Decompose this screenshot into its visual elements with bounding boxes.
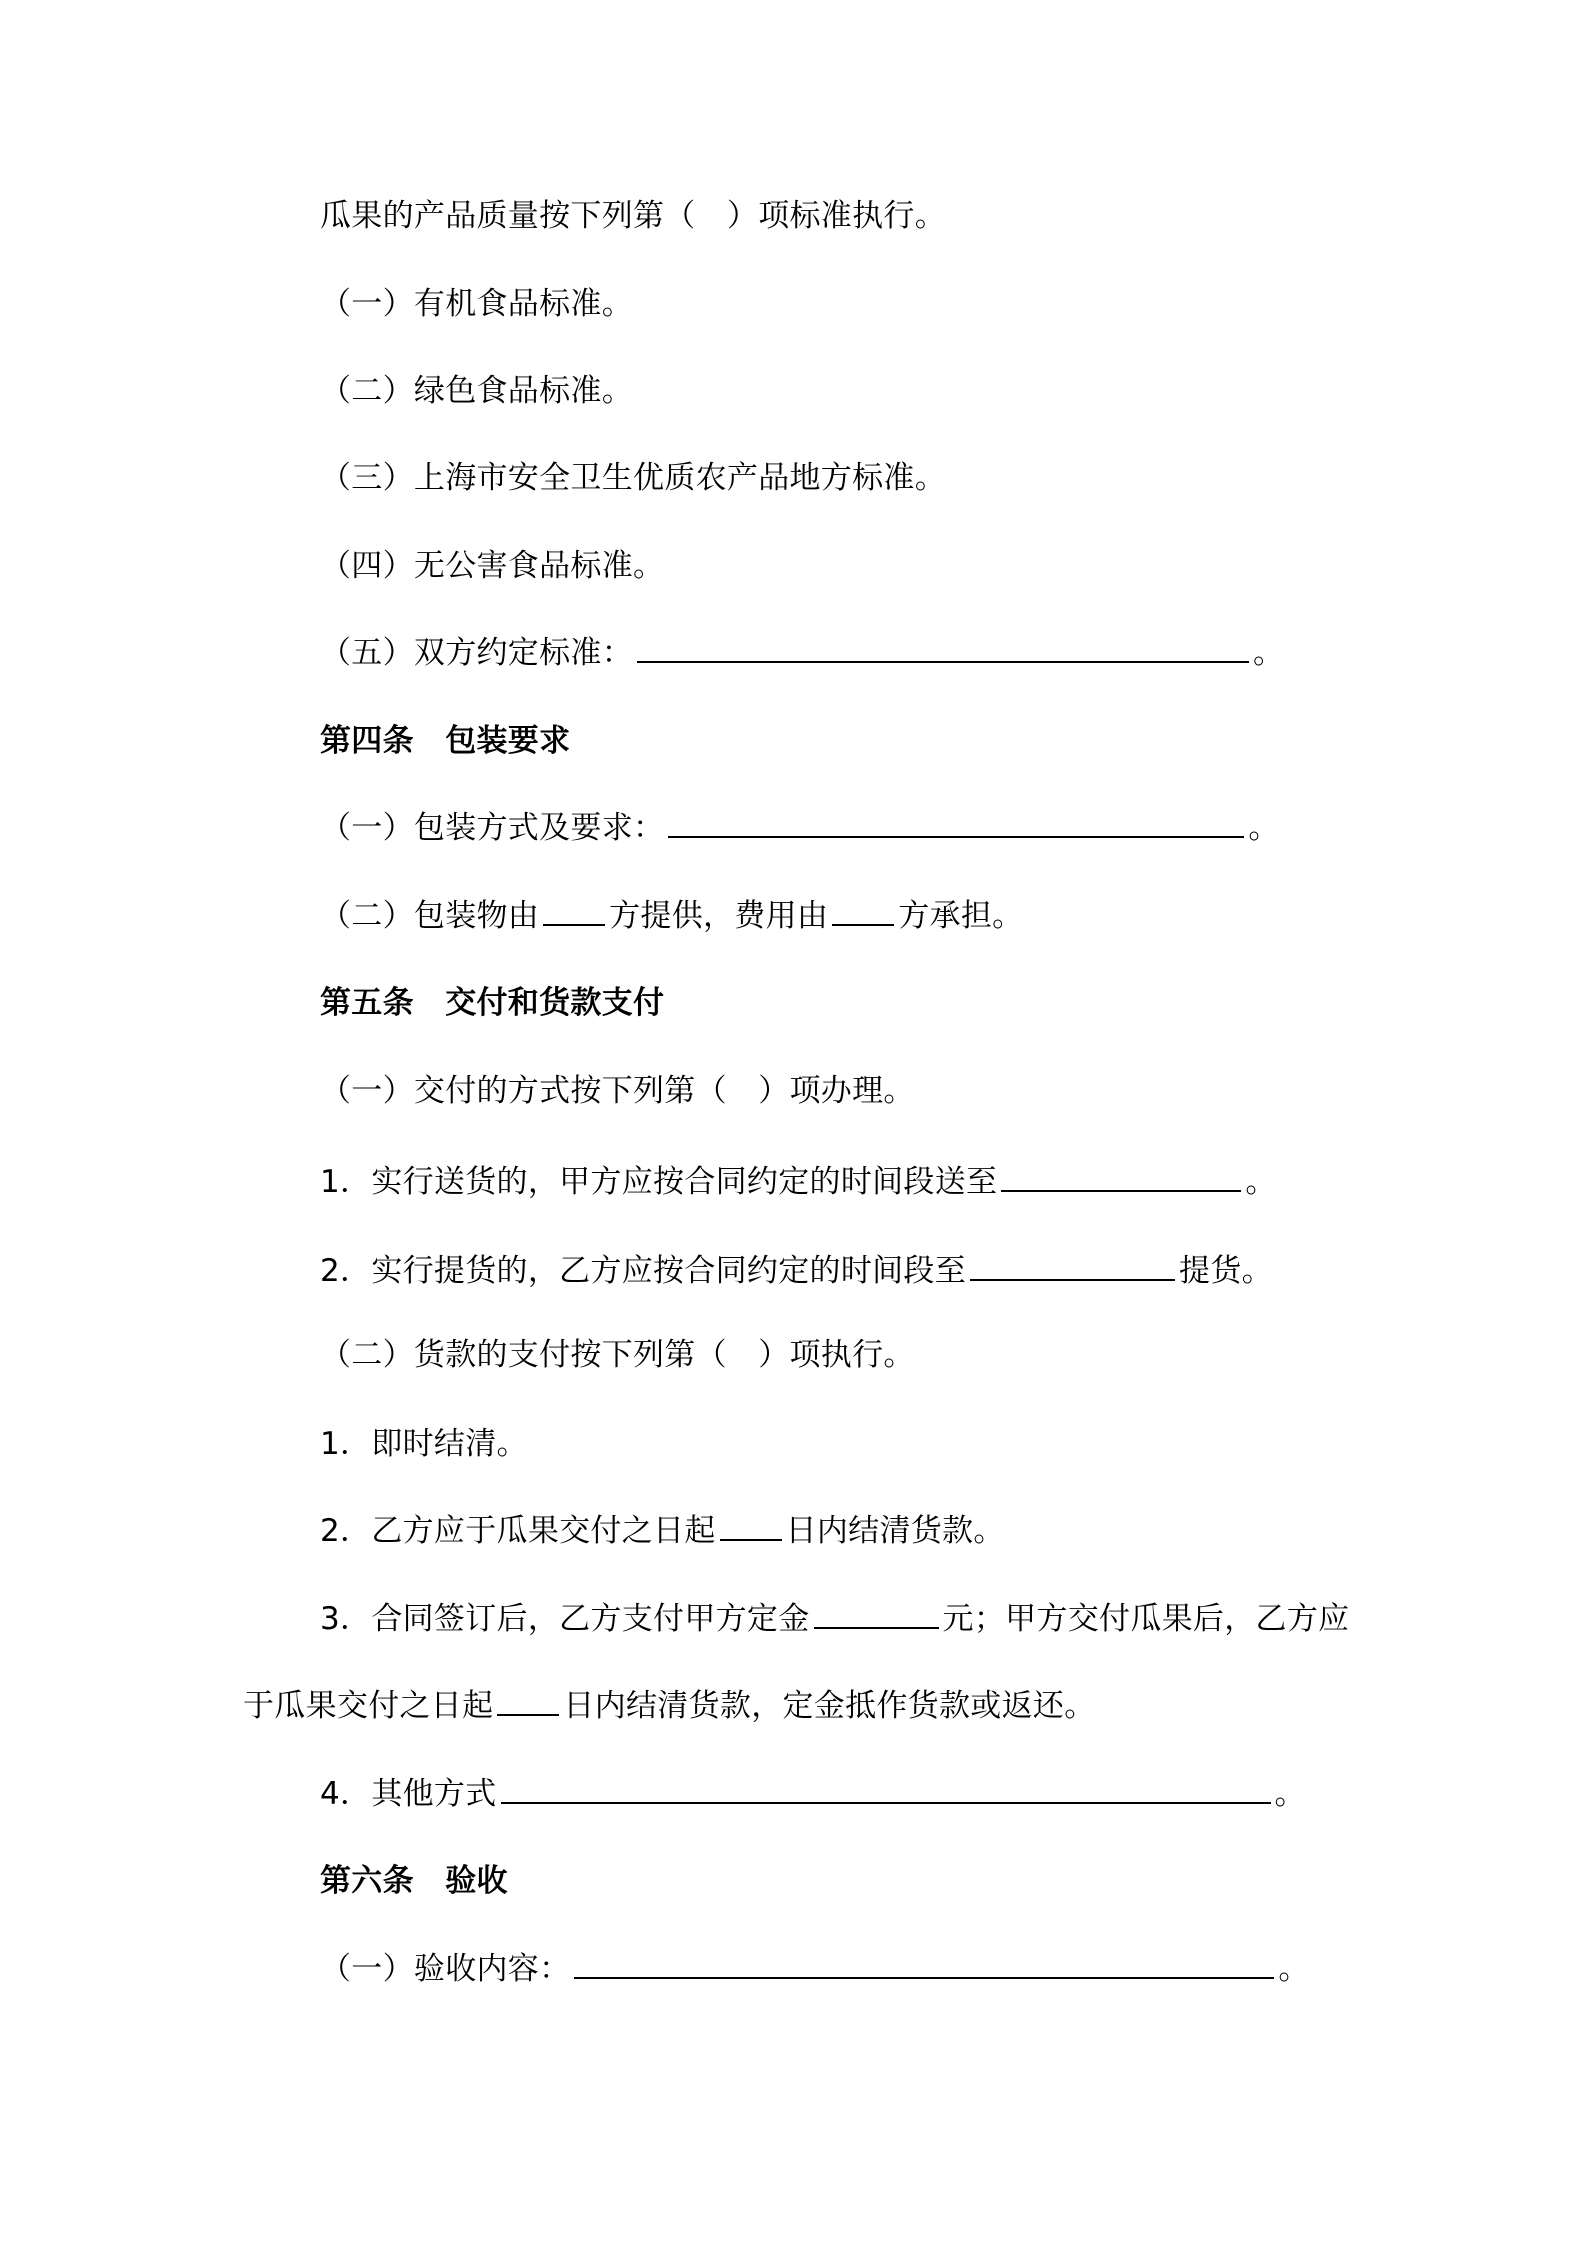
section-heading-delivery-payment: 第五条 交付和货款支付 xyxy=(320,985,665,1021)
fill-blank-packaging-method[interactable] xyxy=(668,810,1244,838)
fill-blank-packaging-cost[interactable] xyxy=(832,898,894,926)
quality-standard-intro: 瓜果的产品质量按下列第（ ）项标准执行。 xyxy=(320,198,946,234)
packaging-supplier: （二）包装物由 方提供，费用由 方承担。 xyxy=(320,898,1024,934)
fill-blank-agreed-standard[interactable] xyxy=(637,635,1249,663)
payment-method-intro: （二）货款的支付按下列第（ ）项执行。 xyxy=(320,1337,915,1373)
section-heading-packaging: 第四条 包装要求 xyxy=(320,723,571,759)
fill-blank-deposit-settlement-days[interactable] xyxy=(497,1688,559,1716)
standard-option-3: （三）上海市安全卫生优质农产品地方标准。 xyxy=(320,460,946,496)
fill-blank-pickup-location[interactable] xyxy=(970,1253,1175,1281)
section-heading-acceptance: 第六条 验收 xyxy=(320,1863,508,1899)
fill-blank-delivery-location[interactable] xyxy=(1001,1164,1241,1192)
fill-blank-deposit-amount[interactable] xyxy=(814,1601,939,1629)
payment-option-3-continued: 于瓜果交付之日起 日内结清货款，定金抵作货款或返还。 xyxy=(243,1688,1096,1724)
standard-option-5: （五）双方约定标准： 。 xyxy=(320,635,1285,671)
fill-blank-settlement-days[interactable] xyxy=(720,1513,782,1541)
delivery-option-1: 1．实行送货的，甲方应按合同约定的时间段送至 。 xyxy=(320,1164,1277,1200)
payment-option-3: 3．合同签订后，乙方支付甲方定金 元；甲方交付瓜果后，乙方应 xyxy=(320,1601,1350,1637)
acceptance-content: （一）验收内容： 。 xyxy=(320,1951,1310,1987)
payment-option-1: 1．即时结清。 xyxy=(320,1426,528,1462)
payment-option-2: 2．乙方应于瓜果交付之日起 日内结清货款。 xyxy=(320,1513,1005,1549)
payment-option-4: 4．其他方式 。 xyxy=(320,1776,1306,1812)
standard-option-1: （一）有机食品标准。 xyxy=(320,286,633,322)
delivery-option-2: 2．实行提货的，乙方应按合同约定的时间段至 提货。 xyxy=(320,1253,1273,1289)
standard-option-2: （二）绿色食品标准。 xyxy=(320,373,633,409)
packaging-method: （一）包装方式及要求： 。 xyxy=(320,810,1280,846)
fill-blank-acceptance-content[interactable] xyxy=(574,1951,1274,1979)
fill-blank-packaging-provider[interactable] xyxy=(543,898,605,926)
standard-option-4: （四）无公害食品标准。 xyxy=(320,548,665,584)
delivery-method-intro: （一）交付的方式按下列第（ ）项办理。 xyxy=(320,1073,915,1109)
fill-blank-other-payment[interactable] xyxy=(501,1776,1271,1804)
